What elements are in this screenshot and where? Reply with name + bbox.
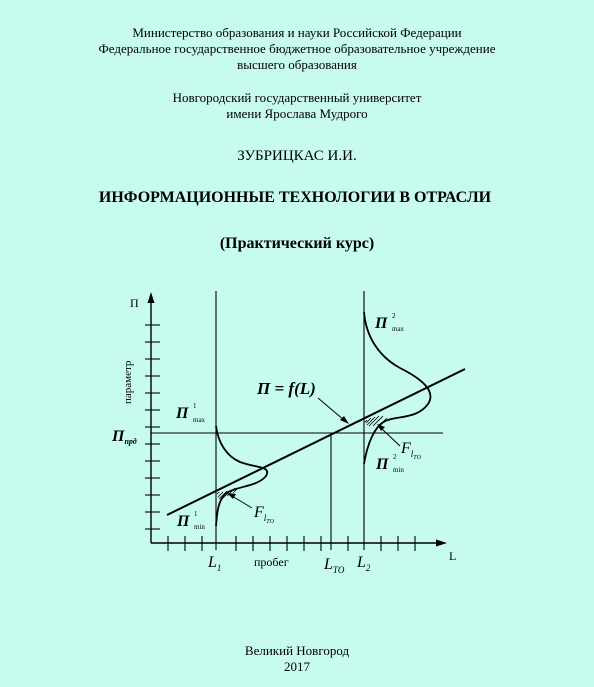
y-axis-ticks bbox=[145, 325, 160, 529]
p-min1-label: П bbox=[177, 513, 190, 530]
p-max1-sup: 1 bbox=[193, 402, 197, 410]
institution-line-2: высшего образования bbox=[237, 57, 357, 72]
p-max2-sub: max bbox=[392, 325, 405, 333]
p-limit-label: Ппрд bbox=[112, 428, 137, 446]
y-axis-title: параметр bbox=[122, 360, 134, 404]
p-min1-sub: min bbox=[194, 523, 205, 531]
lto-label: $L_{ТО}$ bbox=[324, 556, 345, 575]
p-min1-sup: 1 bbox=[194, 510, 198, 518]
p-max2-sup: 2 bbox=[392, 312, 396, 320]
p-max1-label: П bbox=[176, 405, 189, 422]
x-axis-arrow bbox=[436, 540, 447, 547]
p-max1-sub: max bbox=[193, 416, 206, 424]
university-line-2: имени Ярослава Мудрого bbox=[226, 106, 368, 121]
f2-arrow bbox=[381, 428, 400, 446]
l1-label: $L_1$ bbox=[208, 554, 222, 573]
l2-label: $L_2$ bbox=[357, 554, 371, 573]
function-label: П = f(L) bbox=[257, 379, 316, 398]
ministry-line: Министерство образования и науки Российской Федерации bbox=[132, 25, 462, 40]
p-min2-sub: min bbox=[393, 466, 404, 474]
function-label-arrow bbox=[318, 398, 344, 420]
f1-label: $F_lТО$ bbox=[254, 504, 274, 525]
f1-arrow bbox=[232, 496, 252, 508]
f2-label: $F_lТО$ bbox=[401, 440, 421, 461]
p-min2-sup: 2 bbox=[393, 453, 397, 461]
hatch-region-2 bbox=[365, 416, 387, 426]
distribution-curve-2 bbox=[364, 312, 430, 464]
p-max2-label: П bbox=[375, 315, 388, 332]
book-subtitle: (Практический курс) bbox=[219, 235, 375, 252]
footer-year: 2017 bbox=[284, 659, 310, 674]
function-line bbox=[167, 369, 465, 515]
footer-city: Великий Новгород bbox=[244, 643, 350, 658]
y-axis-arrow bbox=[148, 292, 155, 303]
p-min2-label: П bbox=[376, 456, 389, 473]
author: ЗУБРИЦКАС И.И. bbox=[237, 148, 357, 164]
y-axis-label: П bbox=[130, 296, 139, 310]
book-title: ИНФОРМАЦИОННЫЕ ТЕХНОЛОГИИ В ОТРАСЛИ bbox=[98, 189, 492, 206]
institution-line-1: Федеральное государственное бюджетное образовательное учреждение bbox=[98, 41, 496, 56]
university-line-1: Новгородский государственный университет bbox=[172, 90, 422, 105]
x-axis-label: L bbox=[449, 549, 457, 563]
x-axis-title: пробег bbox=[254, 555, 289, 569]
